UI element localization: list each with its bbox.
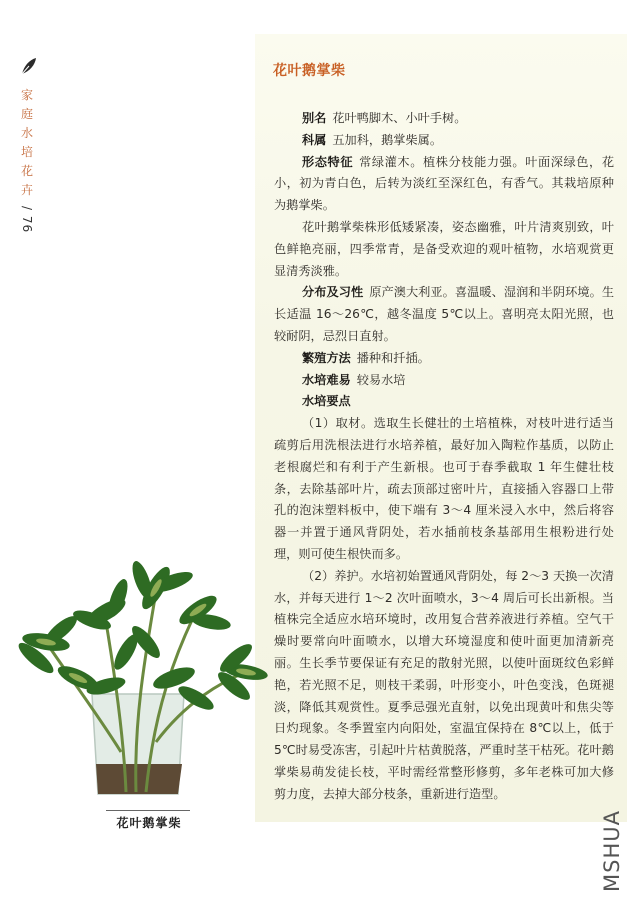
point-1-paragraph: （1）取材。选取生长健壮的土培植株，对枝叶进行适当疏剪后用洗根法进行水培养植，最好加入陶粒作基质，以防止老根腐烂和有利于产生新根。也可于春季截取 1 年生健壮枝条，去除基部叶片，疏去顶部过密叶片，直接插入容器口上带孔的泡沫塑料板中，使下端有 3～4 厘米浸入水中，然后将容器一并置于通风背阴处，若水插前枝条基部用生根粉进行处理，则可使生根快而多。	[274, 416, 614, 561]
morphology-label: 形态特征	[302, 154, 354, 169]
page-title: 花叶鹅掌柴	[273, 63, 346, 79]
book-title-char: 培	[20, 145, 33, 159]
point-2-paragraph: （2）养护。水培初始置通风背阴处，每 2～3 天换一次清水，并每天进行 1～2 次叶面喷水，3～4 周后可长出新根。当植株完全适应水培环境时，改用复合营养液进行养植。空气干燥时要常向叶面喷水，以增大环境湿度和使叶面更加清新亮丽。生长季节要保证有充足的散射光照，以使叶面斑纹色彩鲜艳，若光照不足，则枝干柔弱，叶形变小，叶色变浅，色斑褪淡，降低其观赏性。夏季忌强光直射，以免出现黄叶和焦尖等日灼现象。冬季置室内向阳处，室温宜保持在 8℃以上，低于 5℃时易受冻害，引起叶片枯黄脱落，严重时茎干枯死。花叶鹅掌柴易萌发徒长枝，平时需经常整形修剪，多年老株可加大修剪力度，去掉大部分枝条，重新进行造型。	[274, 568, 614, 801]
book-title-char: 花	[20, 164, 33, 178]
family-row	[274, 130, 614, 152]
figure-caption: 花叶鹅掌柴	[116, 816, 182, 830]
distribution-row	[274, 282, 614, 347]
distribution-label: 分布及习性	[302, 285, 364, 300]
difficulty-text: 较易水培	[356, 372, 406, 387]
caption-divider	[106, 810, 190, 811]
book-title-char: 水	[20, 126, 33, 140]
book-title-vertical	[20, 86, 34, 200]
content-panel	[255, 34, 627, 822]
side-header	[20, 56, 42, 233]
book-title-char: 卉	[20, 183, 33, 197]
description-paragraph: 花叶鹅掌柴株形低矮紧凑，姿态幽雅，叶片清爽别致，叶色鲜艳亮丽，四季常青，是备受欢迎的观叶植物，水培观赏更显清秀淡雅。	[274, 219, 614, 278]
article-body	[274, 108, 614, 806]
brand-watermark: MSHUA	[600, 810, 624, 892]
key-points-heading: 水培要点	[302, 394, 351, 409]
alias-row	[274, 108, 614, 130]
propagation-row	[274, 348, 614, 370]
family-label: 科属	[302, 132, 327, 147]
family-text: 五加科，鹅掌柴属。	[332, 132, 443, 147]
leaf-icon	[20, 56, 38, 76]
propagation-text: 播种和扦插。	[356, 350, 430, 365]
alias-label: 别名	[302, 111, 327, 125]
book-title-char: 家	[20, 88, 33, 102]
difficulty-label: 水培难易	[302, 372, 351, 387]
alias-text: 花叶鸭脚木、小叶手树。	[332, 111, 467, 125]
book-title-char: 庭	[20, 107, 33, 121]
morphology-text: 常绿灌木。植株分枝能力强。叶面深绿色，花小，初为青白色，后转为淡红至深红色，有香气。其栽培原种为鹅掌柴。	[274, 154, 615, 213]
page-number: / 76	[20, 206, 34, 234]
propagation-label: 繁殖方法	[302, 350, 351, 365]
difficulty-row	[274, 370, 614, 392]
plant-illustration	[6, 502, 268, 802]
morphology-row	[274, 152, 614, 217]
distribution-text: 原产澳大利亚。喜温暖、湿润和半阴环境。生长适温 16～26℃，越冬温度 5℃以上。喜明亮太阳光照，也较耐阴，忌烈日直射。	[274, 285, 615, 343]
